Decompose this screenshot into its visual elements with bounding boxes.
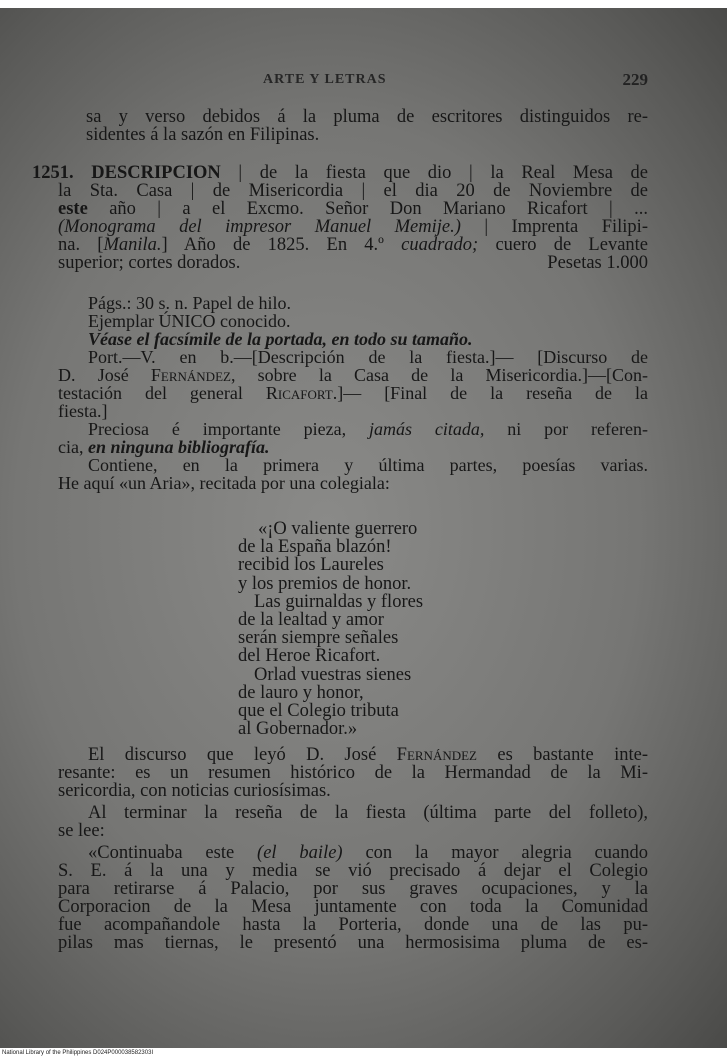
detail-line (58, 366, 648, 384)
entry-text: cuero de Levante (478, 235, 649, 255)
entry-text: año | a el Excmo. Señor Don Mariano Ricafort | ... (87, 199, 648, 219)
poem-line: y los premios de honor. (238, 573, 412, 594)
poem-line: Orlad vuestras sienes (254, 664, 412, 685)
detail-line (58, 384, 648, 402)
entry-line: la Sta. Casa | de Misericordia | el dia 20 de Noviembre de (58, 181, 648, 201)
book-page (32, 58, 698, 1018)
text-line: sericordia, con noticias curiosísimas. (58, 781, 331, 801)
poem-line: Las guirnaldas y flores (254, 591, 424, 612)
page-number: 229 (622, 70, 648, 89)
detail-text: cia, (58, 437, 88, 457)
quote-paragraph (58, 844, 648, 952)
detail-name: Ricafort (265, 383, 333, 403)
entry-line (32, 164, 648, 182)
text-line: Al terminar la reseña de la fiesta (última parte del folleto), (88, 803, 648, 823)
poem-line: serán siempre señales (238, 628, 399, 649)
intro-paragraph (58, 108, 648, 144)
poem-line: «¡O valiente guerrero (258, 519, 418, 539)
entry-text: ] Año de 1825. En 4.º (161, 235, 402, 255)
entry-line (58, 236, 648, 254)
text-line: sidentes á la sazón en Filipinas. (86, 125, 320, 145)
detail-line: He aquí «un Aria», recitada por una colegiala: (58, 473, 390, 493)
poem-line: de lauro y honor, (238, 682, 364, 703)
para-text: es bastante inte- (477, 745, 648, 765)
detail-line: Ejemplar ÚNICO conocido. (88, 311, 291, 331)
detail-name: Fernández (150, 365, 231, 385)
detail-text-italic: en ninguna bibliografía. (87, 437, 270, 457)
entry-text: | Imprenta Filipi- (460, 217, 648, 237)
entry-details (58, 294, 648, 492)
poem-line: al Gobernador.» (238, 719, 358, 740)
detail-line: Contiene, en la primera y última partes, poesías varias. (88, 455, 648, 475)
entry-text: na. [ (58, 235, 104, 255)
catalog-entry (32, 163, 649, 273)
running-title: ARTE Y LETRAS (263, 72, 387, 87)
entry-text-italic: cuadrado; (401, 235, 479, 255)
text-line: se lee: (58, 821, 105, 841)
detail-text: ni por referen- (484, 419, 648, 439)
scanned-page-background (0, 8, 727, 1048)
text-line (58, 844, 648, 862)
entry-text-bold: este (58, 199, 88, 219)
discurso-paragraph (58, 746, 648, 800)
quote-text: con la mayor alegria cuando (342, 843, 648, 863)
detail-line: Págs.: 30 s. n. Papel de hilo. (88, 293, 291, 313)
detail-text: Preciosa é importante pieza, (88, 419, 369, 439)
detail-text: .]— [Final de la reseña de la (332, 383, 648, 403)
text-line: fue acompañandole hasta la Porteria, donde una de las pu- (58, 915, 648, 935)
entry-text: | de la fiesta que dio | la Real Mesa de (220, 163, 649, 183)
poem-line: que el Colegio tributa (238, 700, 399, 721)
entry-text-italic: Manila. (103, 235, 162, 255)
entry-line (58, 254, 648, 272)
text-line: resante: es un resumen histórico de la Hermandad de la Mi- (58, 763, 648, 783)
quote-text-italic: (el baile) (257, 843, 343, 863)
detail-text: D. José (58, 365, 151, 385)
para-text: El discurso que leyó D. José (88, 745, 397, 765)
terminar-paragraph (58, 804, 648, 840)
detail-line (58, 438, 648, 456)
poem-line: de la lealtad y amor (238, 609, 384, 630)
detail-text: , sobre la Casa de la Misericordia.]—[Con- (230, 365, 649, 385)
entry-heading: DESCRIPCION (91, 163, 221, 183)
poem-line: recibid los Laureles (238, 555, 384, 576)
text-line: S. E. á la una y media se vió precisado á dejar el Colegio (58, 861, 648, 881)
entry-line (58, 200, 648, 218)
entry-text: superior; cortes dorados. (58, 253, 241, 273)
text-line: sa y verso debidos á la pluma de escritores distinguidos re- (86, 107, 648, 127)
text-line: Corporacion de la Mesa juntamente con toda la Comunidad (58, 897, 648, 917)
scan-footer-caption: National Library of the Philippines D024P000038582303I (2, 1050, 154, 1056)
entry-line (58, 218, 648, 236)
entry-price: Pesetas 1.000 (547, 253, 648, 273)
detail-line: Port.—V. en b.—[Descripción de la fiesta.]— [Discurso de (88, 347, 648, 367)
text-line (58, 746, 648, 764)
poem-line: del Heroe Ricafort. (238, 646, 381, 667)
poem-line: de la España blazón! (238, 537, 392, 558)
poem-aria (238, 520, 518, 738)
detail-line (58, 420, 648, 438)
text-line: pilas mas tiernas, le presentó una hermosisima pluma de es- (58, 933, 648, 953)
running-header (58, 72, 648, 96)
quote-text: «Continuaba este (88, 843, 258, 863)
para-name: Fernández (396, 745, 477, 765)
entry-text-italic: (Monograma del impresor Manuel Memije.) (58, 217, 461, 237)
detail-text-italic: jamás citada, (368, 419, 485, 439)
entry-number: 1251. (32, 163, 74, 183)
text-line: para retirarse á Palacio, por sus graves ocupaciones, y la (58, 879, 648, 899)
detail-line: Véase el facsímile de la portada, en todo su tamaño. (88, 329, 473, 349)
detail-line: fiesta.] (58, 401, 108, 421)
detail-text: testación del general (58, 383, 266, 403)
